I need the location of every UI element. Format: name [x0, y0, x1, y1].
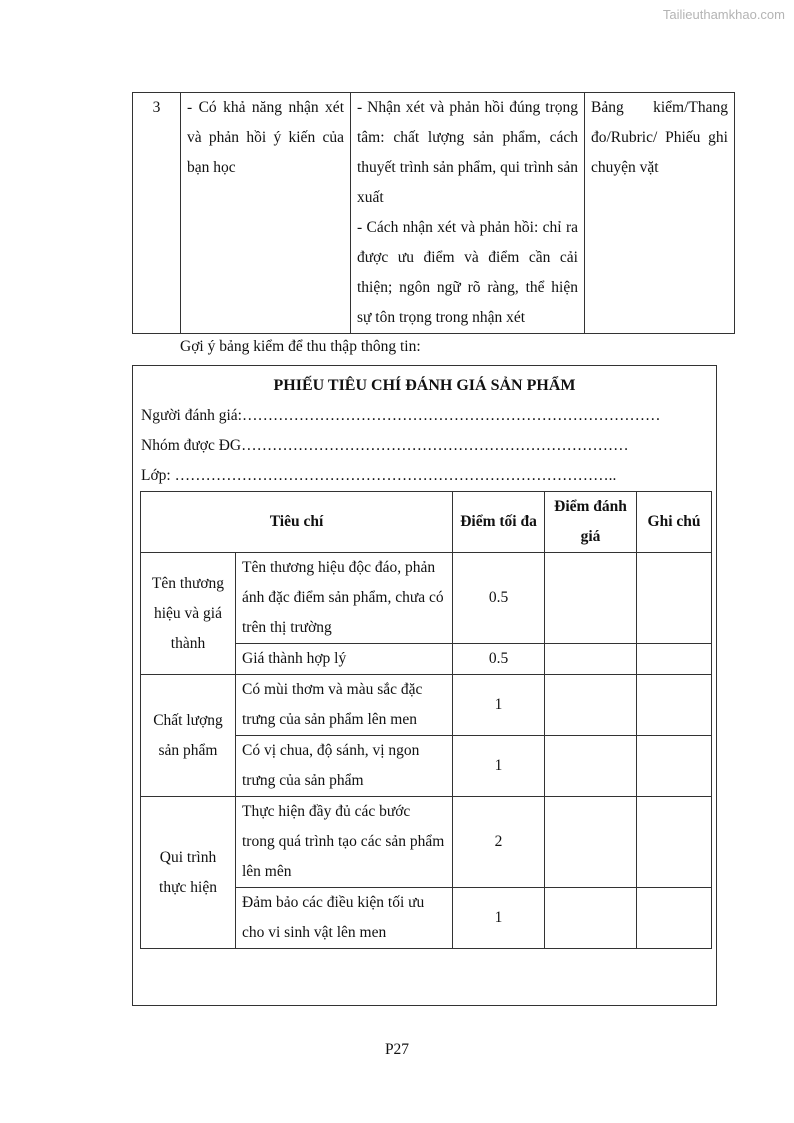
max-score: 1 [453, 736, 545, 797]
table-row [141, 553, 712, 644]
form-title: PHIẾU TIÊU CHÍ ĐÁNH GIÁ SẢN PHẨM [273, 377, 576, 394]
criteria-point: - Nhận xét và phản hồi đúng trọng tâm: chất lượng sản phẩm, cách thuyết trình sản phẩm, qui trình sản xuất [357, 99, 578, 206]
header-max-score: Điểm tối đa [453, 492, 545, 553]
rubric-table [140, 491, 712, 949]
header-criteria: Tiêu chí [141, 492, 453, 553]
table-row [141, 675, 712, 736]
header-row [141, 492, 712, 553]
objectives-table [132, 92, 735, 334]
score-cell[interactable] [545, 553, 637, 644]
watermark: Tailieuthamkhao.com [662, 7, 785, 22]
row-number: 3 [133, 93, 181, 334]
class-line: Lớp: ………………………………………………………………………….. [141, 467, 617, 484]
score-cell[interactable] [545, 644, 637, 675]
table-row [141, 797, 712, 888]
score-cell[interactable] [545, 797, 637, 888]
objective-cell: - Có khả năng nhận xét và phản hồi ý kiến của bạn học [181, 93, 351, 334]
criterion-text: Đảm bảo các điều kiện tối ưu cho vi sinh vật lên men [236, 888, 453, 949]
group-name: Tên thương hiệu và giá thành [141, 553, 236, 675]
note-cell[interactable] [637, 675, 712, 736]
table-row [133, 93, 735, 334]
note-cell[interactable] [637, 736, 712, 797]
max-score: 1 [453, 675, 545, 736]
criterion-text: Có vị chua, độ sánh, vị ngon trưng của sản phẩm [236, 736, 453, 797]
page-number: P27 [384, 1041, 410, 1058]
header-note: Ghi chú [637, 492, 712, 553]
criteria-point: - Cách nhận xét và phản hồi: chỉ ra được ưu điểm và điểm cần cải thiện; ngôn ngữ rõ ràng, thể hiện sự tôn trọng trong nhận xét [357, 219, 578, 326]
group-name: Chất lượng sản phẩm [141, 675, 236, 797]
score-cell[interactable] [545, 888, 637, 949]
max-score: 1 [453, 888, 545, 949]
evaluator-line: Người đánh giá:……………………………………………………………………… [141, 407, 661, 424]
criterion-text: Có mùi thơm và màu sắc đặc trưng của sản phẩm lên men [236, 675, 453, 736]
score-cell[interactable] [545, 675, 637, 736]
max-score: 2 [453, 797, 545, 888]
note-cell[interactable] [637, 553, 712, 644]
note-cell[interactable] [637, 797, 712, 888]
note-cell[interactable] [637, 644, 712, 675]
max-score: 0.5 [453, 644, 545, 675]
intro-text: Gợi ý bảng kiểm để thu thập thông tin: [180, 338, 421, 355]
group-line: Nhóm được ĐG………………………………………………………………… [141, 437, 629, 454]
max-score: 0.5 [453, 553, 545, 644]
criterion-text: Thực hiện đầy đủ các bước trong quá trình tạo các sản phẩm lên mên [236, 797, 453, 888]
note-cell[interactable] [637, 888, 712, 949]
score-cell[interactable] [545, 736, 637, 797]
tools-cell: Bảng kiểm/Thang đo/Rubric/ Phiếu ghi chuyện vặt [585, 93, 735, 334]
group-name: Qui trình thực hiện [141, 797, 236, 949]
criteria-cell [351, 93, 585, 334]
criterion-text: Giá thành hợp lý [236, 644, 453, 675]
criterion-text: Tên thương hiệu độc đáo, phản ánh đặc điểm sản phẩm, chưa có trên thị trường [236, 553, 453, 644]
header-score: Điểm đánh giá [545, 492, 637, 553]
